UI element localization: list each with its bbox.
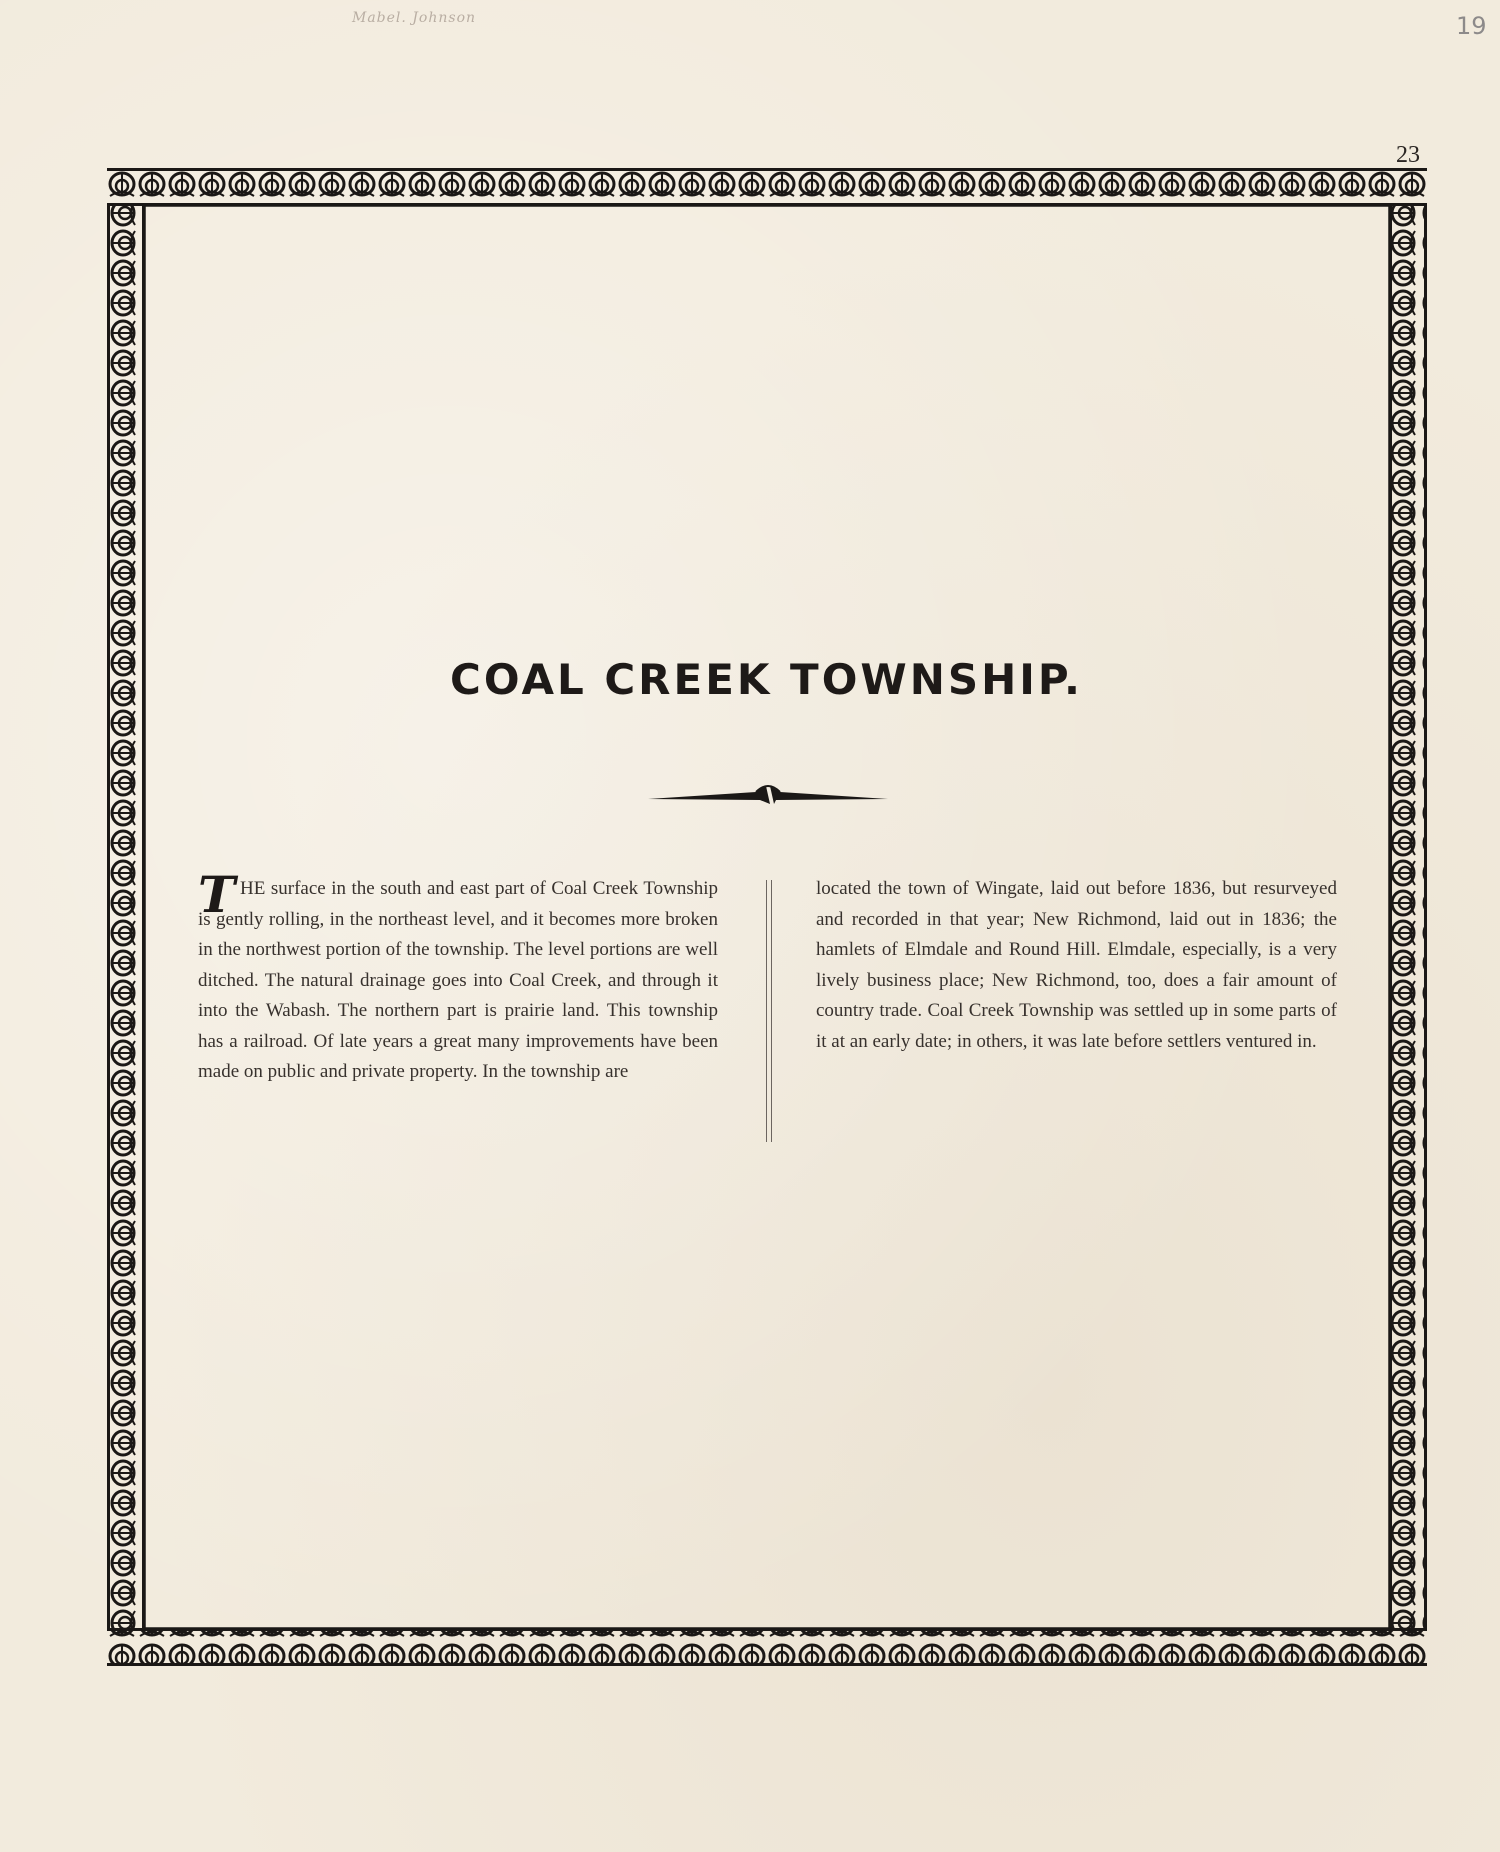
- title-ornament: [648, 782, 888, 811]
- pencil-annotation: Mabel. Johnson: [352, 10, 477, 26]
- column-divider: [766, 880, 772, 1142]
- pencil-page-number: 19: [1456, 12, 1487, 40]
- printed-page-number: 23: [1396, 142, 1420, 168]
- page-title: COAL CREEK TOWNSHIP.: [450, 655, 1083, 704]
- text-column-left: HE surface in the south and east part of Coal Creek Township is gently rolling, in the northeast level, and it becomes more broken in the northwest portion of the township. The level portions are well ditched. The natural drainage goes into Coal Creek, and through it into the Wabash. The northern part is prairie land. This township has a railroad. Of late years a great many improvements have been made on public and private property. In the township are: [198, 878, 718, 1082]
- drop-cap: T: [198, 865, 236, 924]
- text-column-right: located the town of Wingate, laid out before 1836, but resurveyed and recorded in that year; New Richmond, laid out in 1836; the hamlets of Elmdale and Round Hill. Elmdale, especially, is a very lively business place; New Richmond, too, does a fair amount of country trade. Coal Creek Township was settled up in some parts of it at an early date; in others, it was late before settlers ventured in.: [816, 878, 1337, 1052]
